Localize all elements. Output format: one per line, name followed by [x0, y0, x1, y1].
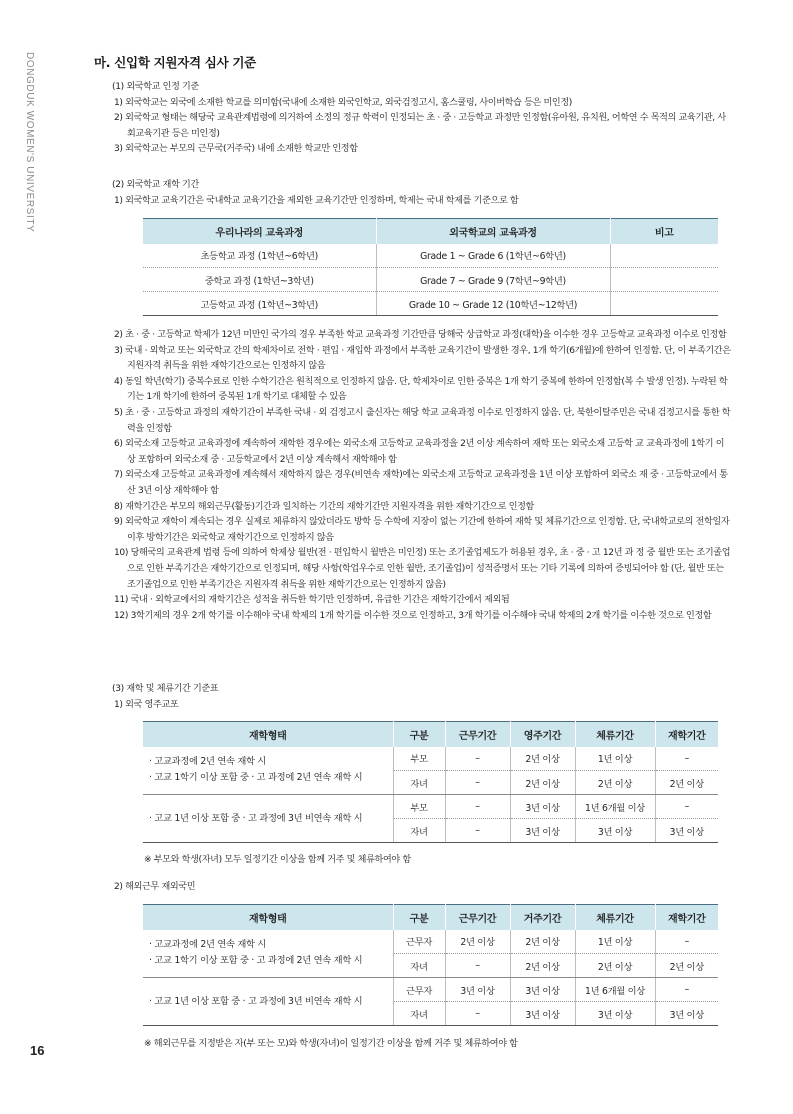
stay-period-cell: 1년 이상	[575, 930, 655, 954]
section-1-block	[92, 80, 732, 158]
study-period-cell: –	[655, 930, 718, 954]
work-period-cell: –	[445, 771, 510, 795]
sub-heading-2-block	[92, 880, 732, 896]
study-type-cell	[143, 747, 393, 795]
permanent-resident-table	[143, 721, 718, 843]
university-side-label: DONGDUK WOMEN'S UNIVERSITY	[24, 52, 35, 233]
residence-period-cell: 3년 이상	[510, 795, 575, 819]
table-row	[143, 747, 718, 771]
header-korea-course: 우리나라의 교육과정	[143, 219, 376, 244]
header-stay-period: 체류기간	[575, 905, 655, 930]
study-period-cell: 2년 이상	[655, 954, 718, 978]
category-cell: 자녀	[393, 819, 445, 843]
sub-heading-overseas-workers: 2) 해외근무 재외국민	[114, 882, 196, 892]
overseas-worker-table	[143, 904, 718, 1026]
section-2-item: 3) 국내 · 외학교 또는 외국학교 간의 학제차이로 전학 · 편입 · 재입학 과정에서 부족한 교육기간이 발생한 경우, 1개 학기(6개월)에 한하여 인정함. 단, 이 부족기간은 지원자격 취득을 위한 재학기간으로는 인정하지 않음	[114, 345, 731, 372]
header-study-period: 재학기간	[655, 722, 718, 747]
study-type-line: · 고교 1년 이상 포함 중 · 고 과정에 3년 비연속 재학 시	[149, 812, 363, 824]
table-2-note-block	[92, 1037, 732, 1053]
section-3-heading-block	[92, 682, 732, 713]
sub-heading-permanent-residents: 1) 외국 영주교포	[114, 699, 179, 710]
table-row	[143, 244, 718, 268]
header-remarks: 비고	[610, 219, 718, 244]
stay-period-cell: 1년 6개월 이상	[575, 795, 655, 819]
residence-period-cell: 3년 이상	[510, 1002, 575, 1026]
study-period-cell: –	[655, 978, 718, 1002]
section-1-item: 2) 외국학교 형태는 해당국 교육관계법령에 의거하여 소정의 정규 학력이 인정되는 초 · 중 · 고등학교 과정만 인정함(유아원, 유치원, 어학연 수 목적의 교육기관, 사회교육기관 등은 미인정)	[114, 113, 726, 139]
table-1-note: ※ 부모와 학생(자녀) 모두 일정기간 이상을 함께 거주 및 체류하여야 함	[144, 855, 411, 865]
table-row	[143, 930, 718, 954]
study-type-cell	[143, 978, 393, 1026]
study-period-cell: 2년 이상	[655, 771, 718, 795]
category-cell: 근무자	[393, 930, 445, 954]
study-type-line: · 고교 1학기 이상 포함 중 · 고 과정에 2년 연속 재학 시	[149, 772, 363, 784]
section-2-item: 12) 3학기제의 경우 2개 학기를 이수해야 국내 학제의 1개 학기를 이수한 것으로 인정하고, 3개 학기를 이수해야 국내 학제의 2개 학기를 이수한 것으로 인정함	[114, 610, 712, 621]
section-2-heading-block	[92, 178, 732, 209]
study-period-cell: –	[655, 747, 718, 771]
table-row	[143, 292, 718, 316]
header-work-period: 근무기간	[445, 905, 510, 930]
section-3-heading: (3) 재학 및 체류기간 기준표	[112, 684, 219, 694]
work-period-cell: –	[445, 954, 510, 978]
residence-period-cell: 3년 이상	[510, 978, 575, 1002]
work-period-cell: –	[445, 795, 510, 819]
work-period-cell: 3년 이상	[445, 978, 510, 1002]
stay-period-cell: 2년 이상	[575, 954, 655, 978]
stay-period-cell: 1년 이상	[575, 747, 655, 771]
header-residence-period: 영주기간	[510, 722, 575, 747]
table-row	[143, 795, 718, 819]
category-cell: 자녀	[393, 954, 445, 978]
section-1-heading: (1) 외국학교 인정 기준	[112, 82, 199, 92]
header-study-type: 재학형태	[143, 905, 393, 930]
study-period-cell: –	[655, 795, 718, 819]
foreign-course-cell: Grade 7 ~ Grade 9 (7학년~9학년)	[376, 268, 610, 292]
stay-period-cell: 3년 이상	[575, 1002, 655, 1026]
study-type-cell	[143, 930, 393, 978]
category-cell: 부모	[393, 795, 445, 819]
foreign-course-cell: Grade 10 ~ Grade 12 (10학년~12학년)	[376, 292, 610, 316]
section-2-item: 6) 외국소재 고등학교 교육과정에 계속하여 재학한 경우에는 외국소재 고등학교 교육과정을 2년 이상 계속하여 재학 또는 외국소재 고등학 교 교육과정에 1학기 이상 포함하여 외국소재 중 · 고등학교에서 2년 이상 계속해서 재학해야 함	[114, 439, 725, 465]
section-2-item: 2) 초 · 중 · 고등학교 학제가 12년 미만인 국가의 경우 부족한 학교 교육과정 기간만큼 당해국 상급학교 과정(대학)을 이수한 경우 고등학교 교육과정 이수로 인정함	[114, 330, 727, 340]
header-study-type: 재학형태	[143, 722, 393, 747]
section-2-heading: (2) 외국학교 재학 기간	[112, 180, 199, 190]
stay-period-cell: 1년 6개월 이상	[575, 978, 655, 1002]
header-category: 구분	[393, 722, 445, 747]
section-2-item: 9) 외국학교 재학이 계속되는 경우 실제로 체류하지 않았더라도 방학 등 수학에 지장이 없는 기간에 한하여 재학 및 체류기간으로 인정함. 단, 국내학교로의 전학일자 이후 방학기간은 외국학교 재학기간으로 인정하지 않음	[114, 517, 730, 543]
header-work-period: 근무기간	[445, 722, 510, 747]
section-2-item: 7) 외국소재 고등학교 교육과정에 계속해서 재학하지 않은 경우(비연속 재학)에는 외국소재 고등학교 교육과정을 1년 이상 포함하여 외국소 재 중 · 고등학교에서 통산 3년 이상 재학해야 함	[114, 470, 728, 496]
korea-course-cell: 고등학교 과정 (1학년~3학년)	[143, 292, 376, 316]
work-period-cell: –	[445, 819, 510, 843]
category-cell: 근무자	[393, 978, 445, 1002]
section-2-item: 11) 국내 · 외학교에서의 재학기간은 성적을 취득한 학기만 인정하며, 유급한 기간은 재학기간에서 제외됨	[114, 595, 510, 606]
category-cell: 자녀	[393, 1002, 445, 1026]
section-2-item: 8) 재학기간은 부모의 해외근무(활동)기간과 일치하는 기간의 재학기간만 지원자격을 위한 재학기간으로 인정함	[114, 501, 534, 512]
section-2-intro: 1) 외국학교 교육기간은 국내학교 교육기간을 제외한 교육기간만 인정하며, 학제는 국내 학제를 기준으로 함	[114, 195, 519, 206]
remarks-cell	[610, 244, 718, 268]
study-type-line: · 고교과정에 2년 연속 재학 시	[149, 939, 267, 951]
header-category: 구분	[393, 905, 445, 930]
residence-period-cell: 2년 이상	[510, 771, 575, 795]
section-2-item: 5) 초 · 중 · 고등학교 과정의 재학기간이 부족한 국내 · 외 검정고시 출신자는 해당 학교 교육과정 이수로 인정하지 않음. 단, 북한이탈주민은 국내 검정고시를 통한 학력을 인정함	[114, 407, 731, 434]
study-type-cell	[143, 795, 393, 843]
residence-period-cell: 2년 이상	[510, 930, 575, 954]
section-title: 마. 신입학 지원자격 심사 기준	[94, 55, 256, 70]
table-2-note: ※ 해외근무를 지정받은 자(부 또는 모)와 학생(자녀)이 일정기간 이상을 함께 거주 및 체류하여야 함	[144, 1039, 518, 1049]
korea-course-cell: 초등학교 과정 (1학년~6학년)	[143, 244, 376, 268]
korea-course-cell: 중학교 과정 (1학년~3학년)	[143, 268, 376, 292]
study-type-line: · 고교 1년 이상 포함 중 · 고 과정에 3년 비연속 재학 시	[149, 995, 363, 1007]
work-period-cell: 2년 이상	[445, 930, 510, 954]
table-row	[143, 268, 718, 292]
category-cell: 자녀	[393, 771, 445, 795]
foreign-course-cell: Grade 1 ~ Grade 6 (1학년~6학년)	[376, 244, 610, 268]
header-foreign-course: 외국학교의 교육과정	[376, 219, 610, 244]
category-cell: 부모	[393, 747, 445, 771]
stay-period-cell: 3년 이상	[575, 819, 655, 843]
stay-period-cell: 2년 이상	[575, 771, 655, 795]
residence-period-cell: 2년 이상	[510, 954, 575, 978]
education-course-table	[143, 218, 718, 316]
header-study-period: 재학기간	[655, 905, 718, 930]
section-1-item: 3) 외국학교는 부모의 근무국(거주국) 내에 소재한 학교만 인정함	[114, 144, 358, 155]
page-number: 16	[30, 1043, 45, 1058]
section-1-item: 1) 외국학교는 외국에 소재한 학교를 의미함(국내에 소재한 외국인학교, 외국검정고시, 홈스쿨링, 사이버학습 등은 미인정)	[114, 97, 572, 108]
header-stay-period: 체류기간	[575, 722, 655, 747]
residence-period-cell: 2년 이상	[510, 747, 575, 771]
table-row	[143, 978, 718, 1002]
study-type-line: · 고교 1학기 이상 포함 중 · 고 과정에 2년 연속 재학 시	[149, 955, 363, 967]
work-period-cell: –	[445, 747, 510, 771]
study-period-cell: 3년 이상	[655, 819, 718, 843]
section-2-item: 4) 동일 학년(학기) 중복수료로 인한 수학기간은 원칙적으로 인정하지 않음. 단, 학제차이로 인한 중복은 1개 학기 중복에 한하여 인정함(복 수 발생 인정). 누락된 학기는 1개 학기에 한하여 중복된 1개 학기로 대체할 수 있음	[114, 376, 728, 403]
header-residence-period: 거주기간	[510, 905, 575, 930]
section-2-item: 10) 당해국의 교육관계 법령 등에 의하여 학제상 월반(전 · 편입학시 월반은 미인정) 또는 조기졸업제도가 허용된 경우, 초 · 중 · 고 12년 과 정 중 월반 또는 조기졸업으로 인한 부족기간은 재학기간으로 인정되며, 해당 사항(학업우수로 인한 월반, 조기졸업)이 성적증명서 또는 기타 기록에 의하여 증빙되어야 함 (단, 월반 또는 조기졸업으로 인한 부족기간은 지원자격 취득을 위한 재학기간으로는 인정하지 않음)	[114, 548, 731, 590]
work-period-cell: –	[445, 1002, 510, 1026]
remarks-cell	[610, 268, 718, 292]
remarks-cell	[610, 292, 718, 316]
study-period-cell: 3년 이상	[655, 1002, 718, 1026]
residence-period-cell: 3년 이상	[510, 819, 575, 843]
table-1-note-block	[92, 853, 732, 869]
study-type-line: · 고교과정에 2년 연속 재학 시	[149, 756, 267, 768]
section-2-items	[92, 328, 732, 624]
